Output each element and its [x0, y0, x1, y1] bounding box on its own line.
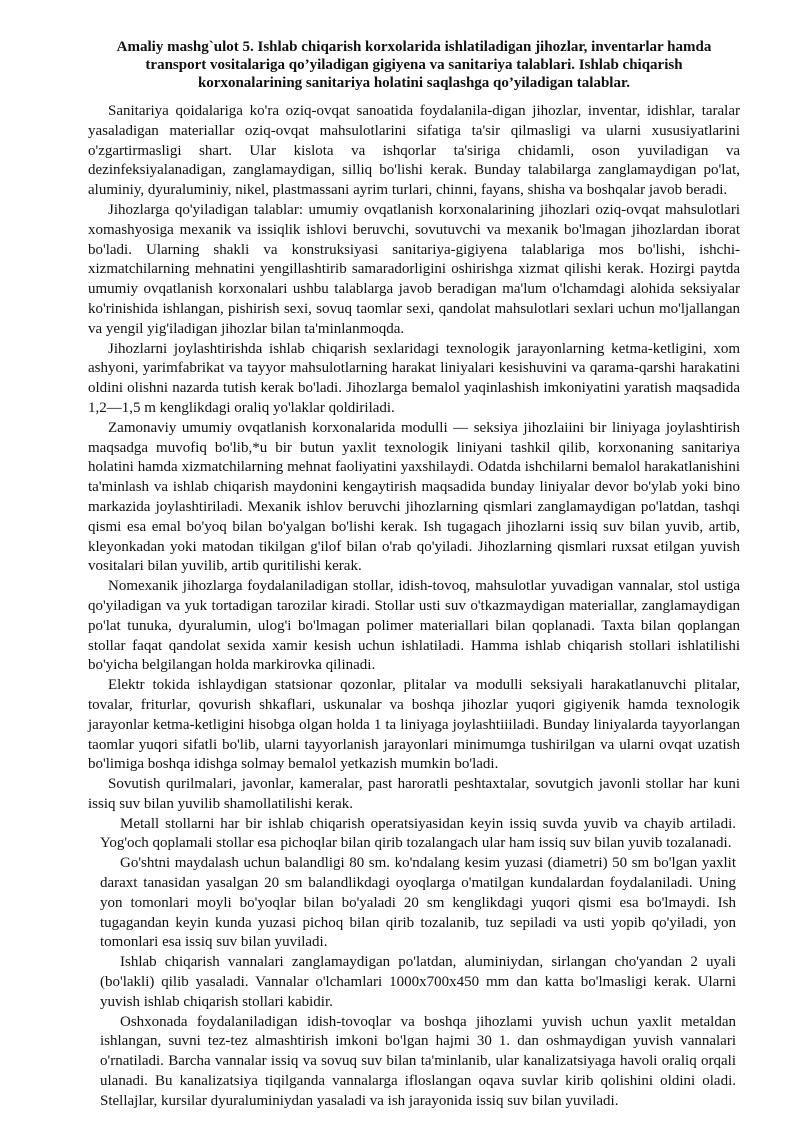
paragraph-non-mechanical-equipment: Nomexanik jihozlarga foydalaniladigan stollar, idish-tovoq, mahsulotlar yuvadigan vannalar, stol ustiga qo'yiladigan va yuk tortadigan tarozilar kiradi. Stollar usti suv o'tkazmaydigan materiallar, zanglamaydigan po'lat tunuka, dyuralumin, ulog'i bo'lmagan polimer materiallari bilan qoplanadi. Taxta bilan qoplangan stollar faqat qandolat sexida xamir kesish uchun ishlatiladi. Hamma ishlab chiqarish stollari ishlatilishi bo'yicha belgilangan holda markirovka qilinadi. [88, 578, 740, 674]
paragraph-modular-sections: Zamonaviy umumiy ovqatlanish korxonalarida modulli — seksiya jihozlaiini bir liniyaga joylashtirish maqsadga muvofiq bo'lib,*u bir butun yaxlit texnologik liniyani tashkil qilib, korxonaning sanitariya holatini hamda xizmatchilarning mehnat faoliyatini yaxshilaydi. Odatda ishchilarni bemalol harakatlanishini ta'minlash va ishlab chiqarish maydonini kengaytirish maqsadida bunday liniyalar devor bo'ylab yoki bino markazida joylashtiriladi. Mexanik ishlov beruvchi jihozlarning qismlari zanglamaydigan po'latdan, tashqi qismi esa emal bo'yoq bilan bo'yalgan bo'lishi kerak. Ish tugagach jihozlarni issiq suv bilan yuvib, artib, kleyonkadan yoki matodan tikilgan g'ilof bilan o'rab qo'yiladi. Jihozlarning qismlari ruxsat etilgan yuvish vositalari bilan yuvilib, artib quritilishi kerak. [88, 419, 740, 575]
paragraph-refrigeration: Sovutish qurilmalari, javonlar, kameralar, past haroratli peshtaxtalar, sovutgich javonli stollar har kuni issiq suv bilan yuvilib shamollatilishi kerak. [88, 776, 740, 812]
paragraph-materials-requirements: Sanitariya qoidalariga ko'ra oziq-ovqat sanoatida foydalanila-digan jihozlar, inventar, idishlar, taralar yasaladigan materiallar oziq-ovqat mahsulotlarini sifatiga ta'sir qilmasligi va ularni xususiyatlarini o'zgartirmasligi shart. Ular kislota va ishqorlar ta'siriga chidamli, oson yuviladigan va dezinfeksiyalanadigan, zanglamaydigan, silliq bo'lishi kerak. Bunday talabilarga zanglamaydigan po'lat, aluminiy, dyuraluminiy, nikel, plastmassani ayrim turlari, chinni, fayans, shisha va boshqalar javob beradi. [88, 103, 740, 199]
paragraph-equipment-requirements: Jihozlarga qo'yiladigan talablar: umumiy ovqatlanish korxonalarining jihozlari oziq-ovqat mahsulotlari xomashyosiga mexanik va issiqlik ishlovi beruvchi, sovutuvchi va mexanik bo'lmagan jihozlardan iborat bo'ladi. Ularning shakli va konstruksiyasi sanitariya-gigiyena talablariga mos bo'lishi, ishchi-xizmatchilarning mehnatini yengillashtirib samaradorligini oshirishga xizmat qilishi kerak. Hozirgi paytda umumiy ovqatlanish korxonalari ushbu talablarga javob beradigan ma'lum o'lchamdagi alohida seksiyalar ko'rinishida ishlangan, pishirish sexi, sovuq taomlar sexi, qandolat mahsulotlari sexlari uchun mo'ljallangan va yengil yig'iladigan jihozlar bilan ta'minlanmoqda. [88, 201, 740, 337]
paragraph-meat-block: Go'shtni maydalash uchun balandligi 80 sm. ko'ndalang kesim yuzasi (diametri) 50 sm bo'lgan yaxlit daraxt tanasidan yasalgan 20 sm balandlikdagi oyoqlarga o'matilgan kundalardan foydalaniladi. Uning yon tomonlari moyli bo'yoqlar bilan bo'yaladi 20 sm kenglikdagi yuqori qismi esa bo'lmaydi. Ish tugagandan keyin kunda yuzasi pichoq bilan qirib tozalanib, tuz sepiladi va usti yopib qo'yiladi, yon tomonlari esa issiq suv bilan yuviladi. [100, 855, 736, 951]
document-title [88, 38, 740, 92]
paragraph-electric-equipment: Elektr tokida ishlaydigan statsionar qozonlar, plitalar va modulli seksiyali harakatlanuvchi plitalar, tovalar, friturlar, qovurish shkaflari, uskunalar va boshqa jihozlar yuqori gigiyenik hamda texnologik jarayonlar ketma-ketligini hisobga olgan holda 1 ta liniyaga joylashtiiiladi. Bunday liniyalarda tayyorlangan taomlar yuqori sifatli bo'lib, ularni tayyorlanish jarayonlari minimumga tushirilgan va ularni ovqat uzatish bo'limiga boshqa idishga solmay bemalol yetkazish mumkin bo'ladi. [88, 677, 740, 773]
paragraph-dishwashing-sinks: Oshxonada foydalaniladigan idish-tovoqlar va boshqa jihozlami yuvish uchun yaxlit metaldan ishlangan, suvni tez-tez almashtirish imkoni bo'lgan hajmi 30 1. dan oshmaydigan yuvish vannalari o'rnatiladi. Barcha vannalar issiq va sovuq suv bilan ta'minlanib, ular kanalizatsiyaga havoli oraliq orqali ulanadi. Bu kanalizatsiya tiqilganda vannalarga ifloslangan oqava suvlar kirib qolishini oldini oladi. Stellajlar, kursilar dyuraluminiydan yasaladi va ish jarayonida issiq suv bilan yuviladi. [100, 1013, 736, 1109]
title-line: transport vositalariga qo’yiladigan gigiyena va sanitariya talablari. Ishlab chiqarish [145, 57, 683, 73]
title-line: Amaliy mashg`ulot 5. Ishlab chiqarish korxolarida ishlatiladigan jihozlar, inventarlar hamda [116, 39, 712, 55]
paragraph-equipment-placement: Jihozlarni joylashtirishda ishlab chiqarish sexlaridagi texnologik jarayonlarning ketma-ketligini, xom ashyoni, yarimfabrikat va tayyor mahsulotlarning harakat liniyalari kesishuvini va qarama-qarshi harakatini oldini olishni nazarda tutish kerak bo'ladi. Jihozlarga bemalol yaqinlashish imkoniyatini yaratish maqsadida 1,2—1,5 m kenglikdagi oraliq yo'laklar qoldiriladi. [88, 340, 740, 416]
title-line: korxonalarining sanitariya holatini saqlashga qo’yiladigan talablar. [197, 75, 631, 91]
paragraph-metal-tables: Metall stollarni har bir ishlab chiqarish operatsiyasidan keyin issiq suvda yuvib va chayib artiladi. Yog'och qoplamali stollar esa pichoqlar bilan qirib tozalangach ular ham issiq suv bilan yuvib tozalanadi. [100, 815, 736, 852]
paragraph-production-sinks: Ishlab chiqarish vannalari zanglamaydigan po'latdan, aluminiydan, sirlangan cho'yandan 2 uyali (bo'lakli) qilib yasaladi. Vannalar o'lchamlari 1000x700x450 mm dan katta bo'lmasligi kerak. Ularni yuvish ishlab chiqarish stollari kabidir. [100, 954, 736, 1010]
